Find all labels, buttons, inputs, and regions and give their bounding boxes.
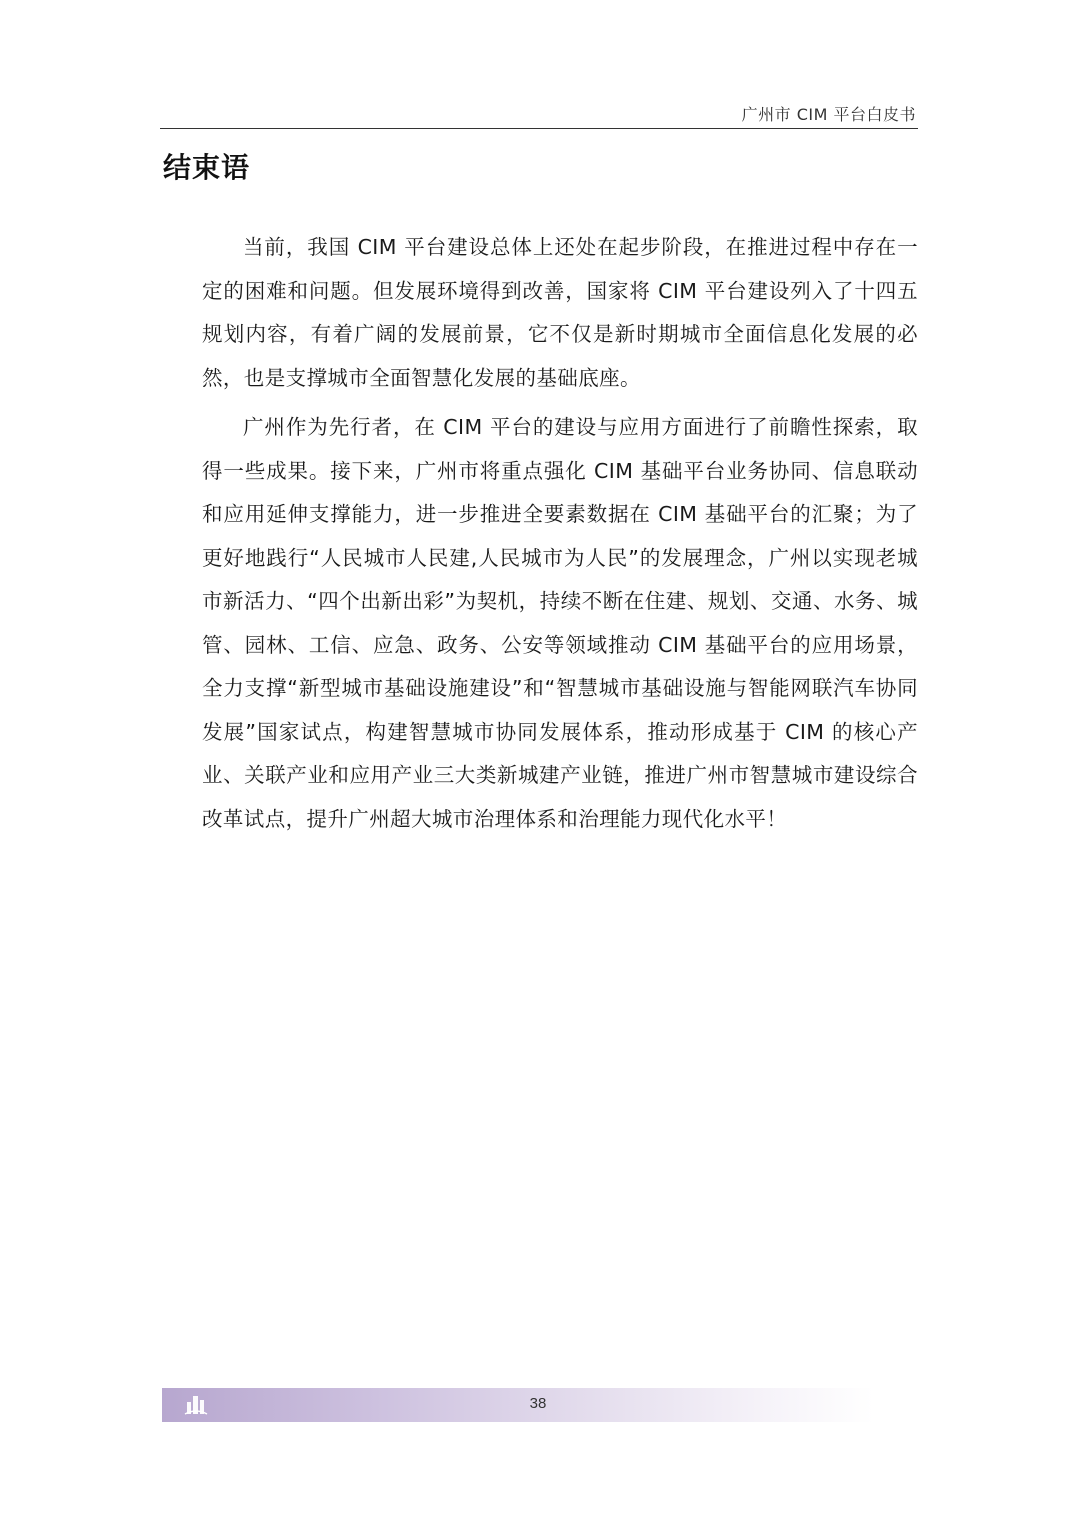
- page-footer: [162, 1388, 874, 1422]
- header-title: 广州市 CIM 平台白皮书: [741, 105, 916, 124]
- page-header: [160, 98, 918, 129]
- section-title: 结束语: [163, 151, 251, 184]
- page-number: 38: [529, 1395, 547, 1412]
- body-text: [202, 226, 918, 847]
- paragraph: 广州作为先行者，在 CIM 平台的建设与应用方面进行了前瞻性探索，取得一些成果。接下来，广州市将重点强化 CIM 基础平台业务协同、信息联动和应用延伸支撑能力，进一步推进全要素数据在 CIM 基础平台的汇聚；为了更好地践行“人民城市人民建,人民城市为人民”的发展理念，广州以实现老城市新活力、“四个出新出彩”为契机，持续不断在住建、规划、交通、水务、城管、园林、工信、应急、政务、公安等领域推动 CIM 基础平台的应用场景，全力支撑“新型城市基础设施建设”和“智慧城市基础设施与智能网联汽车协同发展”国家试点，构建智慧城市协同发展体系，推动形成基于 CIM 的核心产业、关联产业和应用产业三大类新城建产业链，推进广州市智慧城市建设综合改革试点，提升广州超大城市治理体系和治理能力现代化水平！: [202, 415, 918, 831]
- paragraph: 当前，我国 CIM 平台建设总体上还处在起步阶段，在推进过程中存在一定的困难和问题。但发展环境得到改善，国家将 CIM 平台建设列入了十四五规划内容，有着广阔的发展前景，它不仅是新时期城市全面信息化发展的必然，也是支撑城市全面智慧化发展的基础底座。: [202, 235, 918, 390]
